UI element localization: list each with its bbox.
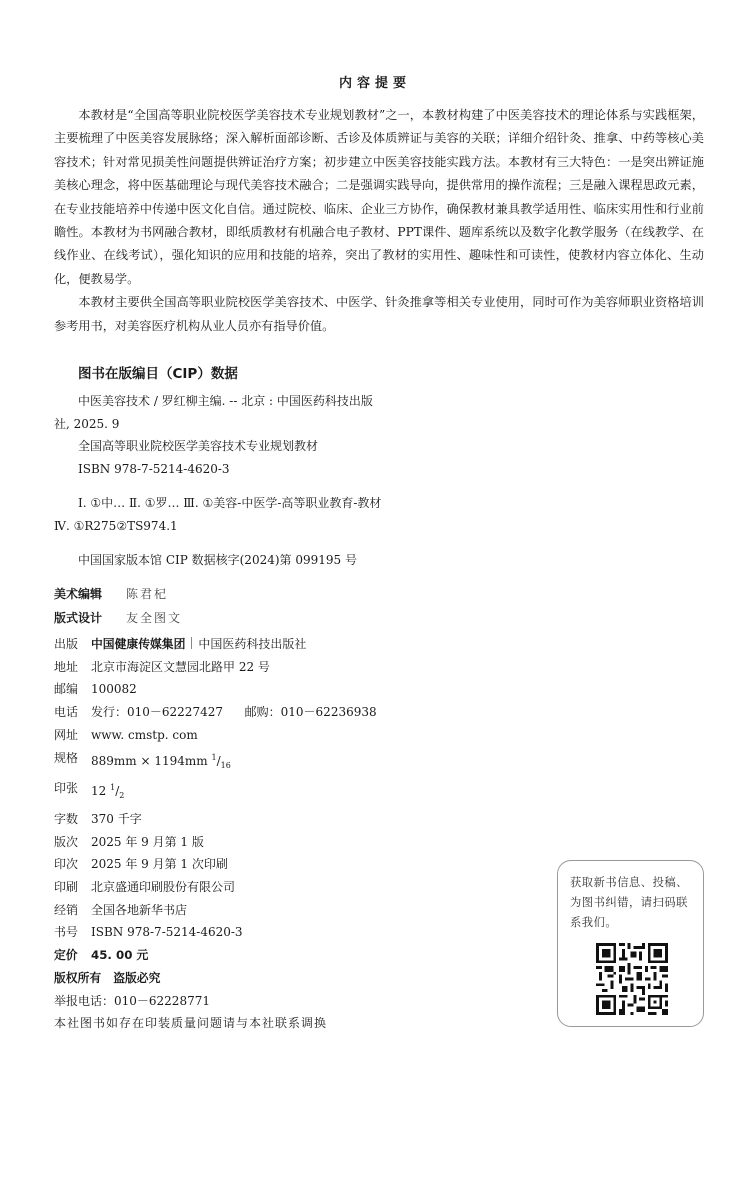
phone-row [54, 701, 377, 724]
cip-section [54, 390, 384, 572]
publisher-name: 中国医药科技出版社 [198, 637, 307, 651]
art-editor-label: 美术编辑 [54, 587, 103, 601]
copyright-left: 版权所有 [54, 970, 102, 985]
layout-design-row [54, 606, 182, 630]
format-label: 规格 [54, 750, 79, 765]
price-label: 定价 [54, 948, 78, 963]
qr-contact-box [557, 860, 704, 1027]
book-number-value: ISBN 978-7-5214-4620-3 [91, 925, 243, 940]
website-label: 网址 [54, 727, 79, 742]
notice-row [54, 1012, 377, 1035]
publisher-label: 出版 [54, 637, 79, 651]
price-row [54, 944, 377, 967]
edition-value: 2025 年 9 月第 1 版 [91, 834, 204, 849]
phone-label: 电话 [54, 705, 79, 720]
sheets-main: 12 [91, 784, 107, 799]
publisher-divider [191, 637, 192, 649]
layout-design-label: 版式设计 [54, 611, 103, 625]
edition-row [54, 831, 377, 854]
printer-label: 印刷 [54, 880, 79, 895]
address-label: 地址 [54, 659, 79, 674]
layout-design-value: 友全图文 [126, 611, 183, 625]
publisher-row [54, 633, 377, 656]
format-row: 规格 889mm × 1194mm $^1/_{16}$ [54, 747, 377, 778]
phone-mail: 邮购：010－62236938 [244, 705, 377, 720]
distributor-value: 全国各地新华书店 [91, 902, 188, 917]
cip-line-isbn: ISBN 978-7-5214-4620-3 [78, 461, 230, 476]
book-number-row [54, 921, 377, 944]
copyright-right: 盗版必究 [113, 970, 161, 985]
summary-paragraph-2: 本教材主要供全国高等职业院校医学美容技术、中医学、针灸推拿等相关专业使用，同时可作为美容师职业资格培训参考用书，对美容医疗机构从业人员亦有指导价值。 [54, 295, 704, 333]
address-row [54, 656, 377, 679]
format-denominator: 16 [220, 760, 231, 770]
sheets-numerator: 1 [110, 783, 116, 793]
cip-line-classification: Ⅰ. ①中… Ⅱ. ①罗… Ⅲ. ①美容-中医学-高等职业教育-教材 Ⅳ. ①R275②TS974.1 [54, 496, 382, 533]
words-value: 370 千字 [91, 811, 142, 826]
postcode-label: 邮编 [54, 682, 79, 697]
distributor-label: 经销 [54, 902, 79, 917]
words-row [54, 808, 377, 831]
website-row [54, 724, 377, 747]
cip-title: 图书在版编目（CIP）数据 [78, 366, 238, 382]
printer-value: 北京盛通印刷股份有限公司 [91, 880, 236, 895]
qr-contact-text: 获取新书信息、投稿、为图书纠错，请扫码联系我们。 [570, 876, 688, 929]
postcode-row [54, 678, 377, 701]
sheets-row: 印张 12 $^1/_2$ [54, 777, 377, 808]
quality-notice: 本社图书如存在印装质量问题请与本社联系调换 [54, 1016, 328, 1031]
book-number-label: 书号 [54, 925, 79, 940]
edition-label: 版次 [54, 834, 79, 849]
report-phone-row [54, 990, 377, 1013]
phone-issue: 发行：010－62227427 [91, 705, 223, 720]
cip-line-series: 全国高等职业院校医学美容技术专业规划教材 [78, 439, 319, 453]
qr-code-icon[interactable] [596, 943, 668, 1015]
words-label: 字数 [54, 811, 79, 826]
format-numerator: 1 [211, 752, 217, 762]
address-value: 北京市海淀区文慧园北路甲 22 号 [91, 659, 270, 674]
art-editor-row [54, 582, 182, 606]
copyright-row [54, 967, 377, 990]
printer-row [54, 876, 377, 899]
postcode-value: 100082 [91, 682, 137, 697]
printing-row [54, 853, 377, 876]
publication-info [54, 633, 377, 1035]
sheets-denominator: 2 [119, 791, 125, 801]
summary-title: 内容提要 [338, 76, 411, 91]
summary-section [54, 104, 704, 338]
publisher-group: 中国健康传媒集团 [91, 637, 186, 651]
report-phone: 举报电话：010－62228771 [54, 993, 210, 1008]
editors-section [54, 582, 182, 630]
format-main: 889mm × 1194mm [91, 753, 208, 768]
printing-value: 2025 年 9 月第 1 次印刷 [91, 857, 228, 872]
distributor-row [54, 899, 377, 922]
cip-line-title: 中医美容技术 / 罗红柳主编. -- 北京 : 中国医药科技出版社, 2025. 9 [54, 394, 373, 431]
cip-line-record: 中国国家版本馆 CIP 数据核字(2024)第 099195 号 [78, 553, 357, 567]
summary-paragraph-1: 本教材是“全国高等职业院校医学美容技术专业规划教材”之一，本教材构建了中医美容技术的理论体系与实践框架，主要梳理了中医美容发展脉络；深入解析面部诊断、舌诊及体质辨证与美容的关联；详细介绍针灸、推拿、中药等核心美容技术；针对常见损美性问题提供辨证治疗方案；初步建立中医美容技能实践方法。本教材有三大特色：一是突出辨证施美核心理念，将中医基础理论与现代美容技术融合；二是强调实践导向，提供常用的操作流程；三是融入课程思政元素，在专业技能培养中传递中医文化自信。通过院校、临床、企业三方协作，确保教材兼具教学适用性、临床实用性和行业前瞻性。本教材为书网融合教材，即纸质教材有机融合电子教材、PPT课件、题库系统以及数字化教学服务（在线教学、在线作业、在线考试），强化知识的应用和技能的培养，突出了教材的实用性、趣味性和可读性，使教材内容立体化、生动化，便教易学。 [54, 108, 704, 286]
art-editor-value: 陈君杞 [126, 587, 169, 601]
sheets-label: 印张 [54, 781, 79, 796]
printing-label: 印次 [54, 857, 79, 872]
price-value: 45. 00 元 [91, 948, 149, 963]
website-value: www. cmstp. com [91, 727, 198, 742]
